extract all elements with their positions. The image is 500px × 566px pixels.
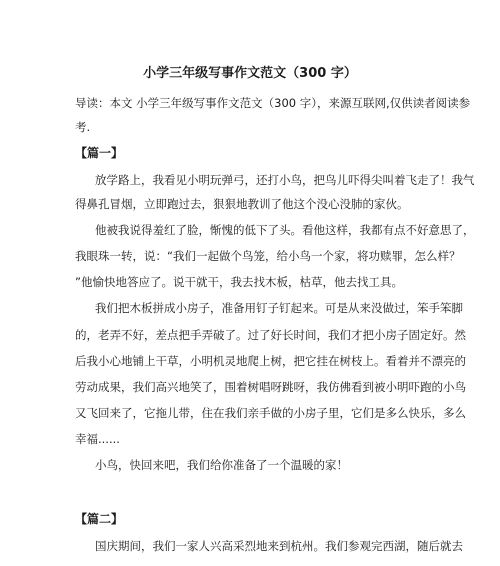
intro-line: 考. bbox=[75, 120, 91, 134]
page-title: 小学三年级写事作文范文（300 字） bbox=[143, 66, 357, 81]
paragraph-line: 得鼻孔冒烟，立即跑过去，狠狠地教训了他这个没心没肺的家伙。 bbox=[75, 197, 409, 211]
paragraph-line: 后我小心地铺上干草，小明机灵地爬上树，把它挂在树枝上。看着并不漂亮的 bbox=[75, 354, 466, 368]
intro-line: 导读：本文 小学三年级写事作文范文（300 字），来源互联网,仅供读者阅读参 bbox=[75, 96, 471, 110]
paragraph-line: 劳动成果，我们高兴地笑了，围着树唱呀跳呀，我仿佛看到被小明吓跑的小鸟 bbox=[75, 380, 466, 394]
paragraph-line: 的，老弄不好，差点把手弄破了。过了好长时间，我们才把小房子固定好。然 bbox=[75, 328, 466, 342]
paragraph-line: 小鸟，快回来吧，我们给你准备了一个温暖的家！ bbox=[95, 458, 348, 472]
paragraph-line: 我眼珠一转，说：“我们一起做个鸟笼，给小鸟一个家，将功赎罪，怎么样？ bbox=[75, 249, 461, 263]
section-heading: 【篇一】 bbox=[75, 146, 124, 160]
paragraph-line: ”他愉快地答应了。说干就干，我去找木板，枯草，他去找工具。 bbox=[75, 275, 403, 289]
paragraph-line: 放学路上，我看见小明玩弹弓，还打小鸟，把鸟儿吓得尖叫着飞走了！我气 bbox=[95, 173, 475, 187]
paragraph-line: 他被我说得羞红了脸，惭愧的低下了头。看他这样，我都有点不好意思了， bbox=[95, 223, 475, 237]
paragraph-line: 幸福...... bbox=[75, 432, 120, 446]
paragraph-line: 又飞回来了，它拖儿带，住在我们亲手做的小房子里，它们是多么快乐，多么 bbox=[75, 406, 466, 420]
page-bottom-edge bbox=[0, 556, 500, 566]
paragraph-line: 国庆期间，我们一家人兴高采烈地来到杭州。我们参观完西湖，随后就去 bbox=[95, 539, 463, 553]
paragraph-line: 我们把木板拼成小房子，准备用钉子钉起来。可是从来没做过，笨手笨脚 bbox=[95, 301, 463, 315]
section-heading: 【篇二】 bbox=[75, 512, 124, 526]
